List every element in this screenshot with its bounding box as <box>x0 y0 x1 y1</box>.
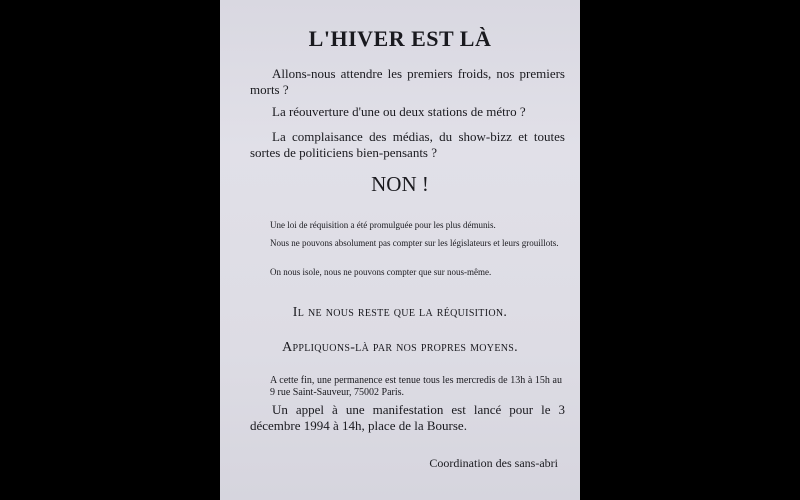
slogan-line: Appliquons-là par nos propres moyens. <box>282 340 518 355</box>
question-text: La réouverture d'une ou deux stations de métro ? <box>272 104 526 119</box>
slogan-line: Il ne nous reste que la réquisition. <box>292 305 508 320</box>
statement-paragraph: On nous isole, nous ne pouvons compter que sur nous-même. <box>270 267 492 277</box>
manifestation-appeal <box>250 402 565 434</box>
permanence-info: A cette fin, une permanence est tenue tous les mercredis de 13h à 15h au 9 rue Saint-Sauveur, 75002 Paris. <box>270 375 562 398</box>
question-text: Allons-nous attendre les premiers froids, nos premiers morts ? <box>250 66 565 97</box>
question-paragraph <box>250 129 565 161</box>
flyer-page <box>220 0 580 500</box>
statement-paragraph: Une loi de réquisition a été promulguée pour les plus démunis. <box>270 220 496 230</box>
question-paragraph <box>250 104 565 120</box>
question-text: La complaisance des médias, du show-bizz et toutes sortes de politiciens bien-pensants ? <box>250 129 565 160</box>
statement-paragraph: Nous ne pouvons absolument pas compter sur les législateurs et leurs grouillots. <box>270 238 559 248</box>
flyer-title: L'HIVER EST LÀ <box>308 26 492 51</box>
answer-heading: NON ! <box>371 172 429 196</box>
appeal-text: Un appel à une manifestation est lancé pour le 3 décembre 1994 à 14h, place de la Bourse. <box>250 402 565 433</box>
signature: Coordination des sans-abri <box>429 456 558 470</box>
question-paragraph <box>250 66 565 98</box>
